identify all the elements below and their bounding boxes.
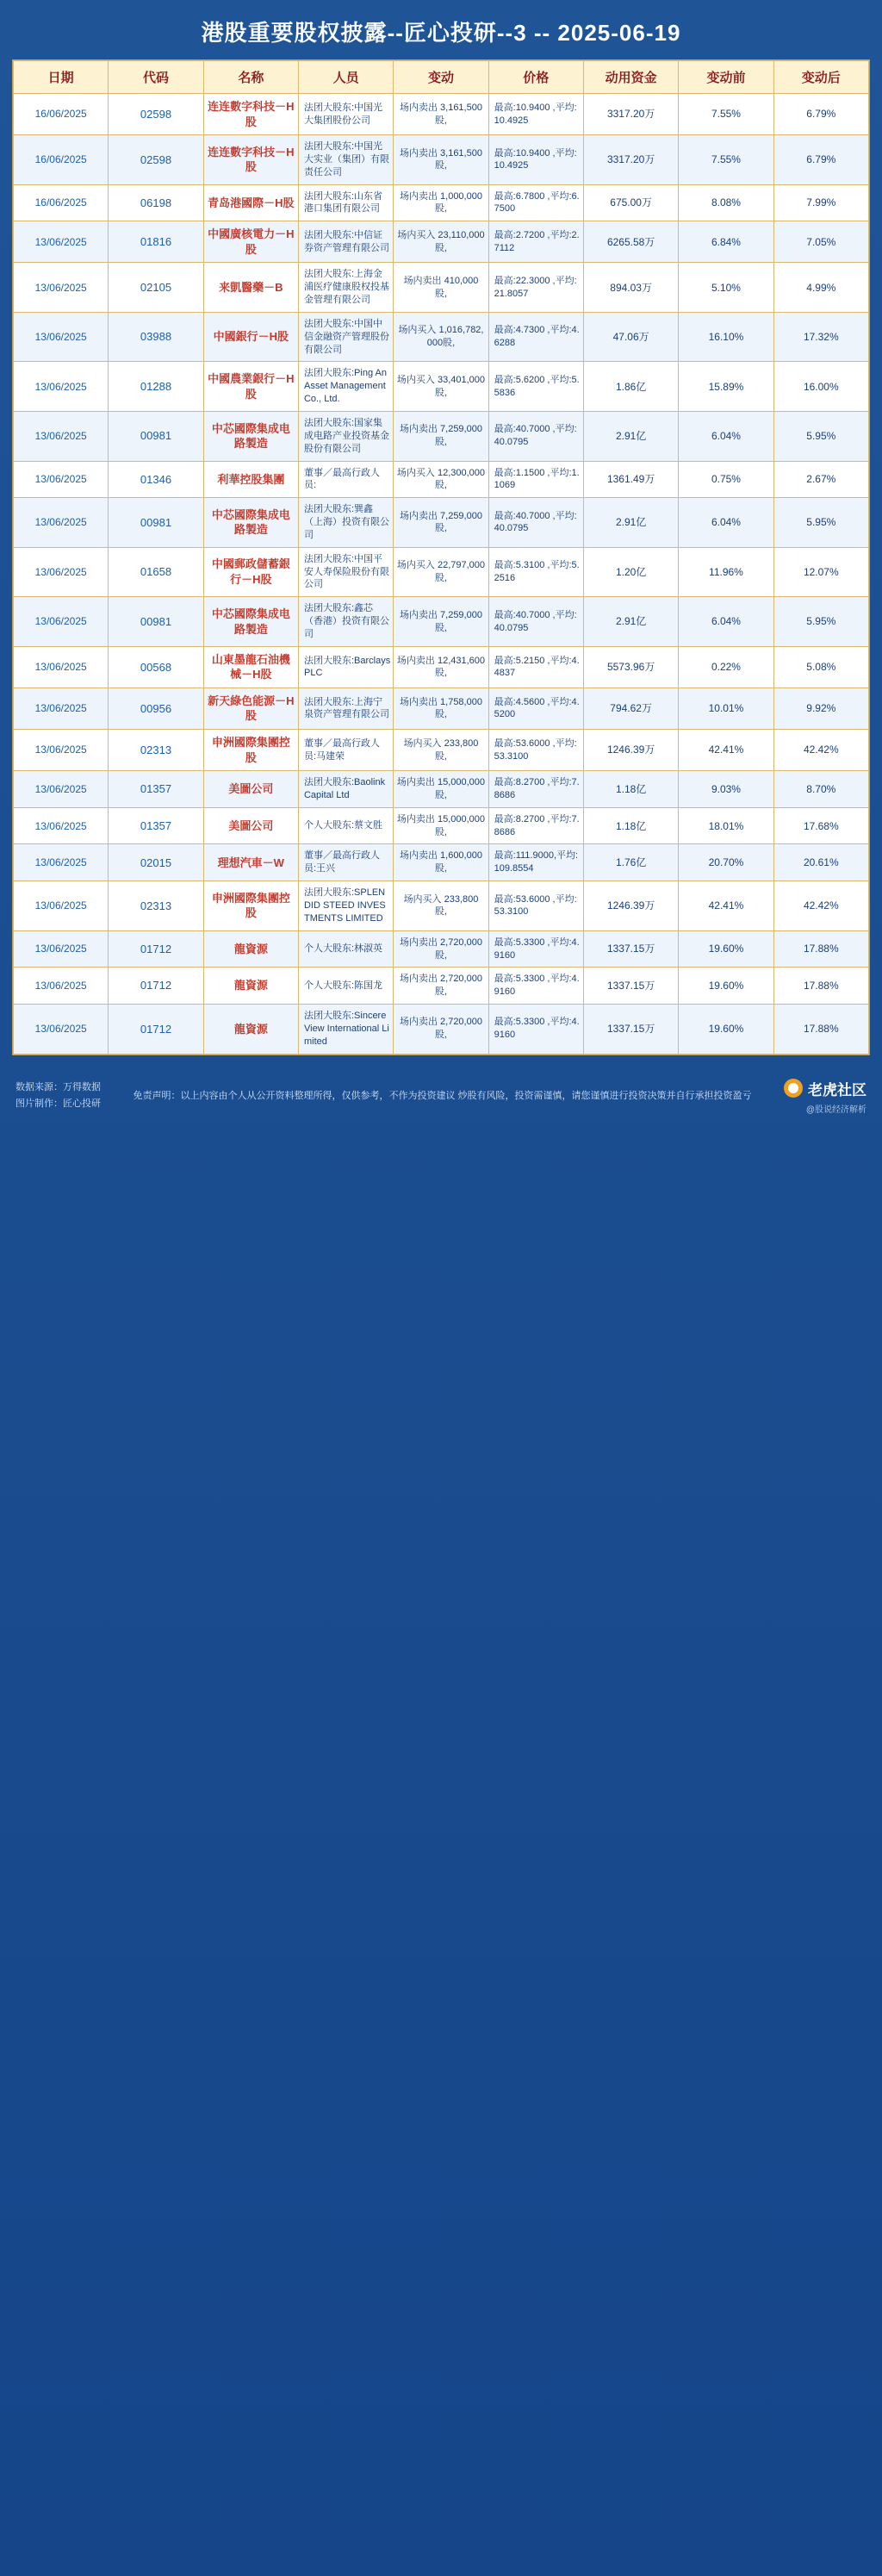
cell-person: 法团大股东:中国光大集团股份公司 <box>298 94 393 135</box>
cell-person: 法团大股东:上海宁泉资产管理有限公司 <box>298 688 393 729</box>
cell-code: 01357 <box>109 771 203 808</box>
cell-after: 6.79% <box>773 135 868 185</box>
cell-after: 17.88% <box>773 968 868 1005</box>
col-before: 变动前 <box>679 61 773 94</box>
cell-person: 法团大股东:Sincere View International Limited <box>298 1005 393 1055</box>
cell-amount: 3317.20万 <box>583 135 678 185</box>
footer-source <box>16 1080 101 1111</box>
cell-name: 美圖公司 <box>203 771 298 808</box>
cell-amount: 1337.15万 <box>583 1005 678 1055</box>
cell-change: 场内买入 233,800 股, <box>394 881 488 931</box>
cell-change: 场内卖出 2,720,000 股, <box>394 1005 488 1055</box>
footer-disclaimer: 免责声明：以上内容由个人从公开资料整理所得，仅供参考，不作为投资建议 炒股有风险，投资需谨慎，请您谨慎进行投资决策并自行承担投资盈亏 <box>133 1090 752 1101</box>
table-header-row <box>14 61 869 94</box>
cell-after: 7.99% <box>773 184 868 221</box>
table-row <box>14 94 869 135</box>
cell-price: 最高:111.9000,平均:109.8554 <box>488 844 583 881</box>
cell-name: 新天綠色能源－H股 <box>203 688 298 729</box>
cell-before: 11.96% <box>679 547 773 597</box>
cell-code: 02015 <box>109 844 203 881</box>
cell-price: 最高:53.6000 ,平均:53.3100 <box>488 730 583 771</box>
cell-change: 场内卖出 410,000 股, <box>394 263 488 313</box>
cell-date: 13/06/2025 <box>14 844 109 881</box>
cell-code: 00956 <box>109 688 203 729</box>
cell-date: 13/06/2025 <box>14 461 109 498</box>
cell-before: 10.01% <box>679 688 773 729</box>
cell-name: 美圖公司 <box>203 807 298 844</box>
cell-change: 场内卖出 1,758,000 股, <box>394 688 488 729</box>
table-row <box>14 844 869 881</box>
cell-name: 中國郵政儲蓄銀行－H股 <box>203 547 298 597</box>
cell-before: 20.70% <box>679 844 773 881</box>
cell-before: 19.60% <box>679 1005 773 1055</box>
cell-person: 董事／最高行政人员:马建荣 <box>298 730 393 771</box>
cell-change: 场内买入 1,016,782,000股, <box>394 312 488 362</box>
cell-amount: 2.91亿 <box>583 597 678 647</box>
cell-amount: 1337.15万 <box>583 968 678 1005</box>
cell-price: 最高:8.2700 ,平均:7.8686 <box>488 771 583 808</box>
col-price: 价格 <box>488 61 583 94</box>
cell-price: 最高:5.3300 ,平均:4.9160 <box>488 930 583 968</box>
table-body <box>14 94 869 1055</box>
cell-amount: 3317.20万 <box>583 94 678 135</box>
cell-date: 13/06/2025 <box>14 646 109 688</box>
table-row <box>14 362 869 412</box>
cell-code: 01712 <box>109 968 203 1005</box>
cell-code: 02598 <box>109 94 203 135</box>
cell-change: 场内卖出 12,431,600 股, <box>394 646 488 688</box>
cell-after: 9.92% <box>773 688 868 729</box>
cell-date: 13/06/2025 <box>14 930 109 968</box>
cell-before: 5.10% <box>679 263 773 313</box>
cell-code: 00981 <box>109 597 203 647</box>
cell-name: 理想汽車－W <box>203 844 298 881</box>
cell-price: 最高:40.7000 ,平均:40.0795 <box>488 597 583 647</box>
cell-before: 0.22% <box>679 646 773 688</box>
cell-price: 最高:8.2700 ,平均:7.8686 <box>488 807 583 844</box>
cell-after: 6.79% <box>773 94 868 135</box>
cell-price: 最高:5.2150 ,平均:4.4837 <box>488 646 583 688</box>
table-row <box>14 135 869 185</box>
cell-code: 00981 <box>109 412 203 462</box>
table-row <box>14 688 869 729</box>
cell-change: 场内买入 23,110,000 股, <box>394 221 488 263</box>
cell-price: 最高:4.5600 ,平均:4.5200 <box>488 688 583 729</box>
cell-after: 5.08% <box>773 646 868 688</box>
cell-person: 法团大股东:上海金浦医疗健康股权投基金管理有限公司 <box>298 263 393 313</box>
cell-price: 最高:10.9400 ,平均:10.4925 <box>488 135 583 185</box>
cell-code: 00568 <box>109 646 203 688</box>
table-row <box>14 881 869 931</box>
cell-name: 申洲國際集團控股 <box>203 730 298 771</box>
table-row <box>14 1005 869 1055</box>
table-row <box>14 498 869 548</box>
col-amount: 动用资金 <box>583 61 678 94</box>
cell-change: 场内卖出 2,720,000 股, <box>394 968 488 1005</box>
cell-date: 13/06/2025 <box>14 881 109 931</box>
table-row <box>14 221 869 263</box>
cell-change: 场内买入 22,797,000 股, <box>394 547 488 597</box>
cell-name: 连连數字科技－H股 <box>203 94 298 135</box>
cell-price: 最高:6.7800 ,平均:6.7500 <box>488 184 583 221</box>
table-row <box>14 461 869 498</box>
cell-change: 场内卖出 3,161,500 股, <box>394 94 488 135</box>
cell-after: 17.88% <box>773 1005 868 1055</box>
cell-before: 6.84% <box>679 221 773 263</box>
table-header <box>14 61 869 94</box>
cell-price: 最高:10.9400 ,平均:10.4925 <box>488 94 583 135</box>
cell-change: 场内卖出 7,259,000 股, <box>394 597 488 647</box>
cell-change: 场内卖出 7,259,000 股, <box>394 498 488 548</box>
cell-change: 场内卖出 1,600,000 股, <box>394 844 488 881</box>
table-row <box>14 771 869 808</box>
cell-price: 最高:40.7000 ,平均:40.0795 <box>488 498 583 548</box>
cell-before: 6.04% <box>679 498 773 548</box>
cell-before: 42.41% <box>679 881 773 931</box>
col-after: 变动后 <box>773 61 868 94</box>
cell-date: 13/06/2025 <box>14 312 109 362</box>
cell-person: 法团大股东:山东省港口集团有限公司 <box>298 184 393 221</box>
cell-name: 利華控股集團 <box>203 461 298 498</box>
brand-handle: @股说经济解析 <box>805 1104 866 1115</box>
cell-after: 5.95% <box>773 597 868 647</box>
cell-amount: 2.91亿 <box>583 412 678 462</box>
cell-person: 个人大股东:林淑英 <box>298 930 393 968</box>
cell-amount: 1.86亿 <box>583 362 678 412</box>
brand-name: 老虎社区 <box>808 1081 866 1098</box>
cell-before: 15.89% <box>679 362 773 412</box>
cell-person: 法团大股东:国家集成电路产业投资基金股份有限公司 <box>298 412 393 462</box>
table-row <box>14 263 869 313</box>
cell-change: 场内卖出 7,259,000 股, <box>394 412 488 462</box>
cell-name: 青岛港國際－H股 <box>203 184 298 221</box>
cell-change: 场内卖出 15,000,000 股, <box>394 807 488 844</box>
cell-person: 法团大股东:中国光大实业（集团）有限责任公司 <box>298 135 393 185</box>
cell-price: 最高:1.1500 ,平均:1.1069 <box>488 461 583 498</box>
cell-name: 连连數字科技－H股 <box>203 135 298 185</box>
cell-person: 法团大股东:Ping An Asset Management Co., Ltd. <box>298 362 393 412</box>
cell-name: 山東墨龍石油機械－H股 <box>203 646 298 688</box>
cell-before: 19.60% <box>679 930 773 968</box>
cell-date: 13/06/2025 <box>14 263 109 313</box>
cell-after: 17.32% <box>773 312 868 362</box>
cell-code: 01658 <box>109 547 203 597</box>
cell-before: 6.04% <box>679 412 773 462</box>
cell-name: 中國農業銀行－H股 <box>203 362 298 412</box>
cell-date: 13/06/2025 <box>14 547 109 597</box>
cell-before: 42.41% <box>679 730 773 771</box>
cell-person: 董事／最高行政人员:王兴 <box>298 844 393 881</box>
cell-after: 17.68% <box>773 807 868 844</box>
cell-after: 42.42% <box>773 881 868 931</box>
cell-amount: 1.20亿 <box>583 547 678 597</box>
cell-change: 场内买入 12,300,000 股, <box>394 461 488 498</box>
cell-code: 01346 <box>109 461 203 498</box>
col-name: 名称 <box>203 61 298 94</box>
cell-date: 13/06/2025 <box>14 221 109 263</box>
cell-before: 9.03% <box>679 771 773 808</box>
cell-name: 申洲國際集團控股 <box>203 881 298 931</box>
cell-code: 01816 <box>109 221 203 263</box>
cell-after: 2.67% <box>773 461 868 498</box>
footer-source-line2: 图片制作：匠心投研 <box>16 1098 101 1110</box>
cell-person: 董事／最高行政人员: <box>298 461 393 498</box>
cell-person: 法团大股东:中国中信金融资产管理股份有限公司 <box>298 312 393 362</box>
cell-change: 场内买入 233,800 股, <box>394 730 488 771</box>
cell-code: 03988 <box>109 312 203 362</box>
table-row <box>14 312 869 362</box>
cell-before: 7.55% <box>679 135 773 185</box>
cell-name: 中國廣核電力－H股 <box>203 221 298 263</box>
cell-after: 4.99% <box>773 263 868 313</box>
col-change: 变动 <box>394 61 488 94</box>
table-row <box>14 597 869 647</box>
cell-before: 18.01% <box>679 807 773 844</box>
cell-after: 8.70% <box>773 771 868 808</box>
cell-amount: 894.03万 <box>583 263 678 313</box>
cell-after: 16.00% <box>773 362 868 412</box>
cell-date: 13/06/2025 <box>14 688 109 729</box>
cell-amount: 1246.39万 <box>583 730 678 771</box>
cell-name: 中芯國際集成电路製造 <box>203 597 298 647</box>
cell-code: 02313 <box>109 881 203 931</box>
cell-person: 法团大股东:中信证券资产管理有限公司 <box>298 221 393 263</box>
cell-date: 13/06/2025 <box>14 362 109 412</box>
cell-amount: 1.76亿 <box>583 844 678 881</box>
cell-price: 最高:5.6200 ,平均:5.5836 <box>488 362 583 412</box>
cell-person: 法团大股东:Barclays PLC <box>298 646 393 688</box>
tiger-logo-icon <box>784 1079 803 1098</box>
cell-date: 13/06/2025 <box>14 807 109 844</box>
cell-amount: 2.91亿 <box>583 498 678 548</box>
cell-price: 最高:2.7200 ,平均:2.7112 <box>488 221 583 263</box>
cell-code: 01357 <box>109 807 203 844</box>
cell-date: 16/06/2025 <box>14 94 109 135</box>
cell-code: 00981 <box>109 498 203 548</box>
cell-name: 龍資源 <box>203 968 298 1005</box>
col-code: 代码 <box>109 61 203 94</box>
cell-price: 最高:4.7300 ,平均:4.6288 <box>488 312 583 362</box>
cell-amount: 1337.15万 <box>583 930 678 968</box>
page-title: 港股重要股权披露--匠心投研--3 -- 2025-06-19 <box>201 20 681 46</box>
cell-before: 7.55% <box>679 94 773 135</box>
cell-amount: 47.06万 <box>583 312 678 362</box>
cell-date: 13/06/2025 <box>14 498 109 548</box>
cell-change: 场内卖出 3,161,500 股, <box>394 135 488 185</box>
footer-brand <box>784 1078 866 1115</box>
cell-name: 中芯國際集成电路製造 <box>203 412 298 462</box>
cell-amount: 1246.39万 <box>583 881 678 931</box>
cell-after: 42.42% <box>773 730 868 771</box>
cell-price: 最高:40.7000 ,平均:40.0795 <box>488 412 583 462</box>
cell-price: 最高:22.3000 ,平均:21.8057 <box>488 263 583 313</box>
cell-code: 01712 <box>109 1005 203 1055</box>
cell-person: 法团大股东:SPLENDID STEED INVESTMENTS LIMITED <box>298 881 393 931</box>
cell-price: 最高:5.3100 ,平均:5.2516 <box>488 547 583 597</box>
cell-person: 法团大股东:鑫芯（香港）投资有限公司 <box>298 597 393 647</box>
cell-amount: 1.18亿 <box>583 807 678 844</box>
cell-date: 16/06/2025 <box>14 184 109 221</box>
cell-date: 16/06/2025 <box>14 135 109 185</box>
cell-amount: 6265.58万 <box>583 221 678 263</box>
cell-amount: 1361.49万 <box>583 461 678 498</box>
table-row <box>14 646 869 688</box>
cell-person: 个人大股东:陈国龙 <box>298 968 393 1005</box>
table-row <box>14 730 869 771</box>
cell-person: 个人大股东:蔡文胜 <box>298 807 393 844</box>
cell-date: 13/06/2025 <box>14 968 109 1005</box>
disclosure-table <box>13 60 869 1055</box>
cell-amount: 794.62万 <box>583 688 678 729</box>
cell-amount: 5573.96万 <box>583 646 678 688</box>
cell-amount: 675.00万 <box>583 184 678 221</box>
cell-after: 20.61% <box>773 844 868 881</box>
col-person: 人员 <box>298 61 393 94</box>
cell-after: 12.07% <box>773 547 868 597</box>
cell-before: 8.08% <box>679 184 773 221</box>
table-row <box>14 412 869 462</box>
cell-date: 13/06/2025 <box>14 730 109 771</box>
footer-source-line1: 数据来源：万得数据 <box>16 1082 101 1093</box>
cell-person: 法团大股东:巽鑫（上海）投资有限公司 <box>298 498 393 548</box>
table-row <box>14 807 869 844</box>
cell-code: 02105 <box>109 263 203 313</box>
cell-code: 02313 <box>109 730 203 771</box>
footer <box>0 1067 882 1129</box>
cell-date: 13/06/2025 <box>14 412 109 462</box>
cell-name: 中芯國際集成电路製造 <box>203 498 298 548</box>
cell-after: 17.88% <box>773 930 868 968</box>
cell-person: 法团大股东:中国平安人寿保险股份有限公司 <box>298 547 393 597</box>
table-row <box>14 184 869 221</box>
cell-code: 06198 <box>109 184 203 221</box>
cell-price: 最高:5.3300 ,平均:4.9160 <box>488 1005 583 1055</box>
cell-price: 最高:5.3300 ,平均:4.9160 <box>488 968 583 1005</box>
disclosure-table-container <box>12 59 870 1055</box>
cell-change: 场内卖出 15,000,000 股, <box>394 771 488 808</box>
cell-date: 13/06/2025 <box>14 597 109 647</box>
cell-code: 01288 <box>109 362 203 412</box>
cell-name: 龍資源 <box>203 1005 298 1055</box>
cell-amount: 1.18亿 <box>583 771 678 808</box>
cell-after: 5.95% <box>773 498 868 548</box>
cell-change: 场内卖出 1,000,000 股, <box>394 184 488 221</box>
cell-after: 7.05% <box>773 221 868 263</box>
cell-person: 法团大股东:Baolink Capital Ltd <box>298 771 393 808</box>
cell-date: 13/06/2025 <box>14 1005 109 1055</box>
cell-before: 0.75% <box>679 461 773 498</box>
cell-code: 01712 <box>109 930 203 968</box>
table-row <box>14 930 869 968</box>
cell-name: 中國銀行－H股 <box>203 312 298 362</box>
cell-name: 来凱醫藥－B <box>203 263 298 313</box>
cell-code: 02598 <box>109 135 203 185</box>
cell-name: 龍資源 <box>203 930 298 968</box>
cell-change: 场内买入 33,401,000 股, <box>394 362 488 412</box>
cell-price: 最高:53.6000 ,平均:53.3100 <box>488 881 583 931</box>
cell-before: 19.60% <box>679 968 773 1005</box>
col-date: 日期 <box>14 61 109 94</box>
cell-before: 6.04% <box>679 597 773 647</box>
cell-before: 16.10% <box>679 312 773 362</box>
cell-change: 场内卖出 2,720,000 股, <box>394 930 488 968</box>
table-row <box>14 968 869 1005</box>
cell-date: 13/06/2025 <box>14 771 109 808</box>
cell-after: 5.95% <box>773 412 868 462</box>
table-row <box>14 547 869 597</box>
